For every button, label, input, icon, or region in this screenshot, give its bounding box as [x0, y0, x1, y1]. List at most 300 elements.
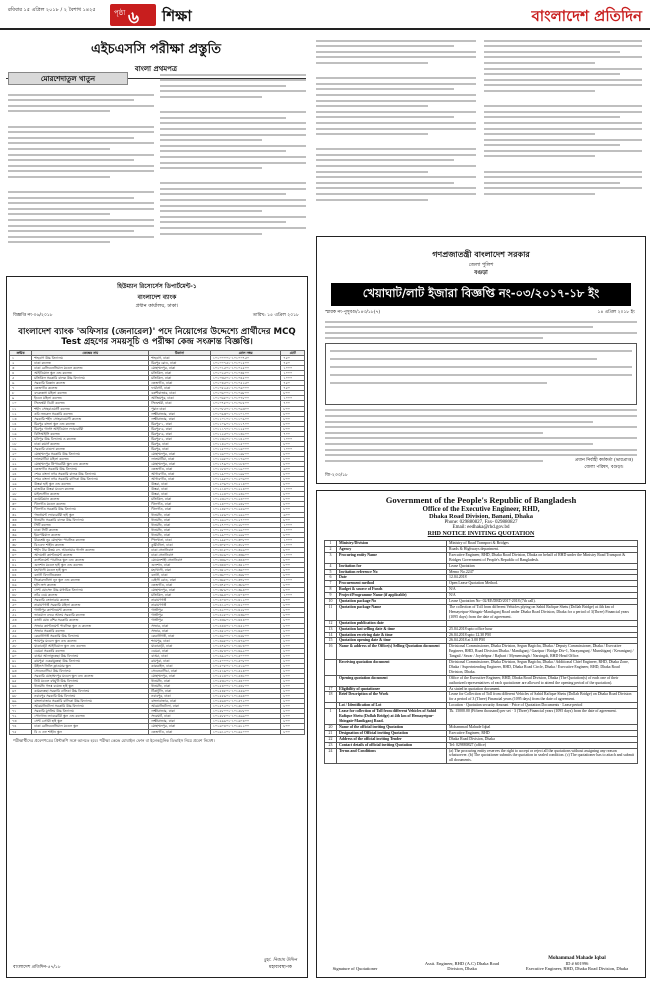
table-header-cell: ক্রমিক [10, 351, 32, 356]
table-cell: ৬৬ [10, 684, 32, 689]
table-cell: ১০১১০৯০১-১০১১১৭০০ [210, 421, 281, 426]
table-cell: Quotation receiving date & time [337, 632, 447, 638]
table-cell: মোহাম্মদপুর, ঢাকা [149, 588, 211, 593]
table-cell: ৫২ [10, 613, 32, 618]
table-cell: ১৮ [10, 441, 32, 446]
table-cell: ধানমন্ডি, ঢাকা [149, 512, 211, 517]
bank-signature-name: মুহা. নিজাম উদ্দিন [263, 958, 297, 963]
table-cell: ৮০০ [281, 679, 305, 684]
table-cell: ঢাকা সিটি কলেজ [32, 527, 149, 532]
table-cell: ১৭ [10, 436, 32, 441]
bank-notice-ref: বিজ্ঞপ্তি নং-০৬/২০১৮ [13, 313, 53, 318]
table-cell: মিরপুর-৬, ঢাকা [149, 431, 211, 436]
table-row [325, 675, 638, 686]
table-cell: ৫৬ [10, 633, 32, 638]
table-cell: ৪০ [10, 552, 32, 557]
table-cell: মাইলস্টোন কলেজ [32, 492, 149, 497]
table-cell: Name of the official inviting Quotation [337, 724, 447, 730]
table-cell: Office of the Executive Engineer, RHD, Dhaka Road Division, Dhaka (The Quotation(s) of each one of their authorized representatives of each quotationer are allowed to attend the opening period of the quotation). [447, 675, 638, 686]
table-cell: ৮০০ [281, 557, 305, 562]
table-cell: মিরপুর-১, ঢাকা [149, 421, 211, 426]
table-cell: মিরপুর রোড, ঢাকা [149, 361, 211, 366]
table-cell: ১০১০২৫০১-১০১০৩৫০০ [210, 371, 281, 376]
bank-notice-title: বাংলাদেশ ব্যাংক 'অফিসার (জেনারেল)' পদে নিয়োগের উদ্দেশ্যে প্রার্থীদের MCQ Test গ্রহণের সময়সূচি ও পরীক্ষা কেন্দ্র সংক্রান্ত বিজ্ঞপ্তি। [18, 327, 296, 347]
table-cell: ৬৭ [10, 689, 32, 694]
table-cell: সাভার, ঢাকা [149, 623, 211, 628]
table-cell: ১০১৩০৮০১-১০১৩১৮০০ [210, 542, 281, 547]
table-cell: ৮০০ [281, 643, 305, 648]
table-cell: মোহাম্মদপুর, ঢাকা [149, 451, 211, 456]
table-cell: ৩৭ [10, 537, 32, 542]
table-cell: আরমানিটোলা সরকারি উচ্চ বিদ্যালয় [32, 704, 149, 709]
table-cell: বিসিআইসি কলেজ [32, 431, 149, 436]
table-cell: Quotation last selling date & time [337, 626, 447, 632]
table-cell: ইডেন মহিলা কলেজ [32, 396, 149, 401]
table-cell: ১০১৩২৬০১-১০১৩৩৬০০ [210, 552, 281, 557]
rhd-signature-id: ID # 601996 [565, 961, 589, 966]
table-cell: ৮০০ [281, 532, 305, 537]
table-cell: ৮০০ [281, 416, 305, 421]
table-cell: ৭৫ [10, 729, 32, 734]
table-cell: গভর্নমেন্ট ল্যাবরেটরী হাই স্কুল [32, 512, 149, 517]
table-cell: ১০ [10, 401, 32, 406]
table-cell: 8 [325, 587, 337, 593]
table-cell: ৩ [10, 366, 32, 371]
table-cell: ১০০০ [281, 396, 305, 401]
table-cell: ৮০০ [281, 583, 305, 588]
table-cell: মতিঝিল, ঢাকা [149, 593, 211, 598]
table-cell: 16 [325, 644, 337, 660]
table-cell: কামরুন্নেছা সরকারি বালিকা উচ্চ বিদ্যালয় [32, 689, 149, 694]
table-cell: উত্তরা হাই স্কুল এন্ড কলেজ [32, 482, 149, 487]
bogura-lease-table [325, 343, 637, 405]
table-cell: খিলগাঁও মডেল কলেজ [32, 502, 149, 507]
table-cell: ধানমন্ডি, ঢাকা [149, 684, 211, 689]
table-cell: ১০১৩৬৮০১-১০১৩৭৮০০ [210, 578, 281, 583]
table-cell: ২৯ [10, 497, 32, 502]
table-cell: ১০১৪০৪০১-১০১৪১২০০ [210, 598, 281, 603]
table-cell: ১৯ [10, 446, 32, 451]
table-cell: Project/Programme Name (if applicable) [337, 593, 447, 599]
page-number: ৬ [128, 8, 140, 28]
table-cell: বনানী, ঢাকা [149, 573, 211, 578]
table-cell: ১ [10, 356, 32, 361]
table-cell: ডেমরা, ঢাকা [149, 648, 211, 653]
table-cell: ২৭ [10, 487, 32, 492]
table-cell: Ministry of Road Transport & Bridges [447, 541, 638, 547]
table-cell: ২৪ [10, 472, 32, 477]
table-cell: Eligibility of quotationer [337, 686, 447, 692]
table-cell: ৪৫ [10, 578, 32, 583]
bogura-signature-office: জেলা পরিষদ, বগুড়া। [584, 465, 624, 470]
table-cell: মোহাম্মদপুর, ঢাকা [149, 724, 211, 729]
table-cell: নবাবপুর সরকারি উচ্চ বিদ্যালয় [32, 694, 149, 699]
bogura-office: জেলা পুলিশ [468, 262, 494, 268]
table-cell: ১০১০৬৮০১-১০১০৭৮০০ [210, 396, 281, 401]
table-cell: ১০১২১৪০১-১০১২২৪০০ [210, 487, 281, 492]
table-cell: (a) The procuring entity reserves the right to accept or reject all the quotations without assigning any reason whatsoever. (b) The quotationer submits the quotation in sealed condition. (c) The quotationer has to attach and submit all documents. [447, 748, 638, 764]
table-cell: লালমাটিয়া মহিলা কলেজ [32, 456, 149, 461]
bogura-signature [575, 457, 633, 471]
table-cell: ৬ [10, 381, 32, 386]
table-cell: সদরঘাট, ঢাকা [149, 714, 211, 719]
table-cell: ৮০০ [281, 517, 305, 522]
table-cell: ৮০০ [281, 451, 305, 456]
table-cell: ৬২ [10, 663, 32, 668]
table-cell: ৮০০ [281, 502, 305, 507]
table-cell: ২২ [10, 462, 32, 467]
table-cell: ১০১৫২৪০১-১০১৫৩২০০ [210, 674, 281, 679]
table-cell: ভাওয়াল বদরে আলম সরকারি কলেজ [32, 613, 149, 618]
table-cell: লক্ষ্মীবাজার, ঢাকা [149, 719, 211, 724]
table-cell: ২০ [10, 451, 32, 456]
table-cell: ১০১০০০০১-১০১০০৭৫০ [210, 356, 281, 361]
table-cell: 23 [325, 742, 337, 748]
table-cell: ১৪ [10, 421, 32, 426]
article-column-1 [8, 90, 154, 270]
bank-department: হিউম্যান রিসোর্সেস ডিপার্টমেন্ট-১ [117, 283, 197, 290]
table-cell: ১০১২৪০০১-১০১২৪৮০০ [210, 502, 281, 507]
table-cell: ২৫ [10, 477, 32, 482]
table-cell: 14 [325, 632, 337, 638]
table-cell: ১০১২৭০০১-১০১২৮০০০ [210, 522, 281, 527]
table-cell: মতিঝিল, ঢাকা [149, 376, 211, 381]
table-cell: মহাখালী মডেল হাই স্কুল [32, 568, 149, 573]
table-cell: ৮০০ [281, 411, 305, 416]
table-cell: মিরপুর-৬, ঢাকা [149, 426, 211, 431]
table-cell: ৮০০ [281, 704, 305, 709]
table-cell: হলি ক্রস কলেজ [32, 583, 149, 588]
table-cell: ৩৫ [10, 527, 32, 532]
table-cell: Date [337, 575, 447, 581]
rhd-gov: Government of the People's Republic of Bangladesh [385, 495, 577, 505]
table-cell: ১০১৫৪৮০১-১০১৫৫৬০০ [210, 689, 281, 694]
table-cell: ৮০০ [281, 426, 305, 431]
table-cell: আগারগাঁও, ঢাকা [149, 477, 211, 482]
table-cell: ৮০০ [281, 598, 305, 603]
table-cell: ৭৫০ [281, 386, 305, 391]
table-cell: কাকরাইল, ঢাকা [149, 663, 211, 668]
table-cell: 22 [325, 736, 337, 742]
table-cell: আইডিয়াল স্কুল এন্ড কলেজ [32, 371, 149, 376]
table-cell: ৮০০ [281, 689, 305, 694]
table-cell: পুরান ঢাকা [149, 406, 211, 411]
table-cell: ১০১৩১৮০১-১০১৩২৬০০ [210, 547, 281, 552]
table-cell: ৪১ [10, 557, 32, 562]
table-cell: ১০১৪৭৬০১-১০১৪৮৪০০ [210, 643, 281, 648]
table-cell: ৪৩ [10, 568, 32, 573]
rhd-signature-name: Mohammad Mahade Iqbal [548, 956, 606, 961]
table-cell: সরকারি মুসলিম উচ্চ বিদ্যালয় [32, 709, 149, 714]
table-cell: ৮০০ [281, 628, 305, 633]
table-cell: ১০১৪৬৮০১-১০১৪৭৬০০ [210, 638, 281, 643]
teacher-name-box: মোরশেদাতুল খাতুন [8, 72, 128, 85]
table-cell: Receiving quotation document [337, 660, 447, 676]
table-cell: ১০১৪৩৬০১-১০১৪৪৪০০ [210, 618, 281, 623]
table-cell: কুর্মিটোলা, ঢাকা [149, 542, 211, 547]
table-cell: মোহাম্মদপুর, ঢাকা [149, 366, 211, 371]
table-cell: ১০১০৭৮০১-১০১০৮৫০০ [210, 401, 281, 406]
table-cell: ক্যামব্রিয়ান কলেজ [32, 497, 149, 502]
table-cell: Procuring entity Name [337, 552, 447, 563]
table-cell: ১০১২৫৬০১-১০১২৬২০০ [210, 512, 281, 517]
table-cell: ১০১১৪২০১-১০১১৫০০০ [210, 441, 281, 446]
article-column-3 [316, 36, 476, 232]
table-cell: গাজীপুর [149, 618, 211, 623]
table-cell: Lot / Identification of Lot [337, 703, 447, 709]
table-cell: ১০১৫১৬০১-১০১৫২৪০০ [210, 668, 281, 673]
table-cell: তেজগাঁও, ঢাকা [149, 381, 211, 386]
table-cell: The collection of Toll from different Vehicles plying on Sahid Rafique Shetu (Dollah Bridge) at 4th km of Hemayetpur-Shingair-Manikganj Road under Dhaka Road Division, Dhaka for a period of 3(Three) Financial years (1095 days) from the date of agreement. [447, 604, 638, 620]
table-cell: ৩৬ [10, 532, 32, 537]
table-cell: ঢাকা সেনানিবাস [149, 547, 211, 552]
table-cell: মতিঝিল সরকারি বালক উচ্চ বিদ্যালয় [32, 376, 149, 381]
table-cell: 4 [325, 563, 337, 569]
table-cell: গাজীপুর [149, 608, 211, 613]
table-cell: তেজগাঁও, ঢাকা [149, 729, 211, 734]
table-cell: ৭৫০ [281, 361, 305, 366]
table-cell: ৮০০ [281, 668, 305, 673]
table-cell: ৭০ [10, 704, 32, 709]
table-cell: ৬০০ [281, 512, 305, 517]
table-cell: ৬৮ [10, 694, 32, 699]
table-cell: ৮ [10, 391, 32, 396]
table-cell: ধানমন্ডি, ঢাকা [149, 522, 211, 527]
table-cell: গুলশান, ঢাকা [149, 562, 211, 567]
table-cell: ৫০ [10, 603, 32, 608]
table-cell: ৬৫ [10, 679, 32, 684]
table-cell: সাভার ক্যান্টনমেন্ট পাবলিক স্কুল ও কলেজ [32, 623, 149, 628]
table-cell: সেগুনবাগিচা, ঢাকা [149, 668, 211, 673]
table-cell: ৮০০ [281, 472, 305, 477]
table-cell: Memo No.2247 [447, 569, 638, 575]
table-cell: ৮০০ [281, 699, 305, 704]
table-cell: ১০১১৬৮০১-১০১১৭৬০০ [210, 456, 281, 461]
table-cell: বাংলাবাজার সরকারি বালিকা উচ্চ বিদ্যালয় [32, 699, 149, 704]
table-cell: ৮০০ [281, 663, 305, 668]
bangladesh-bank-notice [6, 276, 308, 978]
table-cell: ১০১৫৪০০১-১০১৫৪৮০০ [210, 684, 281, 689]
table-cell: ইমপেরিয়াল কলেজ [32, 532, 149, 537]
table-cell: ৭ [10, 386, 32, 391]
table-cell: ১০০০ [281, 542, 305, 547]
table-cell: ৮০০ [281, 406, 305, 411]
table-cell: লক্ষ্মীবাজার, ঢাকা [149, 709, 211, 714]
table-cell: ১০১২৩২০১-১০১২৪০০০ [210, 497, 281, 502]
table-cell: ১০১০৮৫০১-১০১০৯৩০০ [210, 406, 281, 411]
table-cell: Tel: 029880827 (office) [447, 742, 638, 748]
table-cell: ৩৪ [10, 522, 32, 527]
rhd-asst-engineer-signature: Asstt. Engineer, RHD (A.C) Dhaka Road Division, Dhaka [424, 961, 500, 971]
bank-signature-block [264, 957, 297, 971]
table-cell: ১০১৬০৪০১-১০১৬১২০০ [210, 724, 281, 729]
table-cell: ৫ [10, 376, 32, 381]
table-cell: 26.04.2018 at 3.00 PM [447, 638, 638, 644]
table-cell: রাজউক উত্তরা মডেল কলেজ [32, 487, 149, 492]
table-cell: তেজগাঁও সরকারি উচ্চ বিদ্যালয় [32, 467, 149, 472]
table-cell: Contact details of official inviting Quotation [337, 742, 447, 748]
table-cell: ১০১০০৭৫১-১০১০১৫০০ [210, 361, 281, 366]
table-cell: ১০১৪২০০১-১০১৪২৮০০ [210, 608, 281, 613]
table-cell: সরকারি তোলারাম কলেজ [32, 598, 149, 603]
rhd-notice-title: RHD NOTICE INVITING QUOTATION [427, 531, 535, 537]
table-cell: 25.04.2018 upto office hour [447, 626, 638, 632]
bank-notice-date: তারিখ: ১৫ এপ্রিল ২০১৮ [252, 313, 299, 318]
table-header-cell: ঠিকানা [149, 351, 211, 356]
table-cell: ৮০০ [281, 441, 305, 446]
table-cell: মতিঝিল, ঢাকা [149, 371, 211, 376]
table-cell: যাত্রাবাড়ী আইডিয়াল স্কুল এন্ড কলেজ [32, 643, 149, 648]
table-cell: 11 [325, 604, 337, 620]
table-cell: ৫৮ [10, 643, 32, 648]
table-row [325, 660, 638, 676]
table-cell: শাহবাগ উচ্চ বিদ্যালয় [32, 356, 149, 361]
table-cell: ঢাকা কমার্স কলেজ [32, 441, 149, 446]
table-cell: ২৩ [10, 467, 32, 472]
bogura-ref: জি-২৩৩/১৮ [325, 473, 348, 478]
brand-logo: বাংলাদেশ প্রতিদিন [531, 7, 642, 25]
table-cell: 12.04.2018 [447, 575, 638, 581]
table-cell: সিদ্ধেশ্বরী, ঢাকা [149, 401, 211, 406]
table-cell: ৮০০ [281, 603, 305, 608]
table-row [325, 644, 638, 660]
table-cell: সরকারি বিজ্ঞান কলেজ [32, 381, 149, 386]
table-cell: লালমাটিয়া, ঢাকা [149, 456, 211, 461]
table-cell: আগারগাঁও, ঢাকা [149, 472, 211, 477]
table-cell: ৮০০ [281, 653, 305, 658]
table-cell: ১০১৫০৮০১-১০১৫১৬০০ [210, 663, 281, 668]
table-cell: ১০১৩৮৬০১-১০১৩৯৪০০ [210, 588, 281, 593]
table-cell: ৫৪ [10, 623, 32, 628]
table-cell: বাংলাবাজার, ঢাকা [149, 699, 211, 704]
table-cell: বি এ এফ শাহীন স্কুল [32, 729, 149, 734]
table-cell: ৮০০ [281, 724, 305, 729]
table-cell: বদরুন্নেসা মহিলা কলেজ [32, 391, 149, 396]
table-cell: ৮০০ [281, 568, 305, 573]
table-cell: ৮০০ [281, 608, 305, 613]
table-cell: Lease Quotation [447, 563, 638, 569]
table-cell: 26.04.2018 upto 12.30 PM [447, 632, 638, 638]
table-cell: ১০০০ [281, 552, 305, 557]
table-cell: Agency [337, 546, 447, 552]
table-cell: ৪২ [10, 562, 32, 567]
table-cell: ১০১৬১২০১-১০১৬২০০০ [210, 729, 281, 734]
table-cell: 3 [325, 552, 337, 563]
table-cell: ৮০০ [281, 421, 305, 426]
table-cell: ৮০০ [281, 613, 305, 618]
exam-centre-table [9, 350, 305, 735]
table-cell: ২১ [10, 456, 32, 461]
article-title: এইচএসসি পরীক্ষা প্রস্তুতি [90, 42, 222, 57]
table-cell: সেগুনবাগিচা উচ্চ বিদ্যালয় [32, 668, 149, 673]
table-cell: রামপুরা, ঢাকা [149, 658, 211, 663]
table-cell: ২৬ [10, 482, 32, 487]
table-row [325, 709, 638, 725]
table-cell: লক্ষ্মীবাজার, ঢাকা [149, 416, 211, 421]
table-cell: Terms and Conditions [337, 748, 447, 764]
table-cell: ৮০০ [281, 623, 305, 628]
table-cell: শহীদ বীর উত্তম লে. আনোয়ার গার্লস কলেজ [32, 547, 149, 552]
table-cell: উইলস লিটল ফ্লাওয়ার স্কুল [32, 663, 149, 668]
table-cell: ১০১৪১২০১-১০১৪২০০০ [210, 603, 281, 608]
table-cell: ৮০০ [281, 482, 305, 487]
table-cell: আজিমপুর, ঢাকা [149, 396, 211, 401]
table-cell: ১০১১৬০০১-১০১১৬৮০০ [210, 451, 281, 456]
table-cell: ৮০০ [281, 719, 305, 724]
table-cell: 18 [325, 692, 337, 703]
page-number-box [110, 4, 156, 26]
table-cell: নিউ মডেল বহুমুখী উচ্চ বিদ্যালয় [32, 679, 149, 684]
table-cell: সাভার, ঢাকা [149, 628, 211, 633]
issue-date: রবিবার ১৫ এপ্রিল ২০১৮ / ২ বৈশাখ ১৪২৫ [8, 7, 96, 13]
table-cell: পোগোজ ল্যাবরেটরী স্কুল এন্ড কলেজ [32, 714, 149, 719]
table-cell: ১০১৪৬০০১-১০১৪৬৮০০ [210, 633, 281, 638]
table-cell: Budget & source of Funds [337, 587, 447, 593]
table-cell: ১০১৫৯৬০১-১০১৬০৪০০ [210, 719, 281, 724]
table-cell: ৫৫ [10, 628, 32, 633]
table-cell: ১০১৩৯৪০১-১০১৪০৪০০ [210, 593, 281, 598]
table-cell: ৮০০ [281, 674, 305, 679]
table-cell: ১০১২৮০০১-১০১২৯০০০ [210, 527, 281, 532]
table-cell: ধানমন্ডি, ঢাকা [149, 532, 211, 537]
table-cell: বনানী বিদ্যানিকেতন [32, 573, 149, 578]
table-cell: Procurement method [337, 581, 447, 587]
table-cell: ১০১৩৭৮০১-১০১৩৮৬০০ [210, 583, 281, 588]
table-cell: ৮০০ [281, 709, 305, 714]
rhd-quotation-notice [316, 490, 646, 978]
table-cell: মতিঝিল, ঢাকা [149, 497, 211, 502]
table-cell: ৩৯ [10, 547, 32, 552]
table-cell: ৩৮ [10, 542, 32, 547]
table-cell: গাজীপুর ক্যান্টনমেন্ট কলেজ [32, 608, 149, 613]
table-cell: Invitation for [337, 563, 447, 569]
table-cell: নারায়ণগঞ্জ [149, 603, 211, 608]
bank-office: প্রধান কার্যালয়, ঢাকা। [135, 303, 179, 309]
table-cell: ১০১৩৬০০১-১০১৩৬৮০০ [210, 573, 281, 578]
table-cell: ১৬ [10, 431, 32, 436]
table-cell: As stated in quotation document. [447, 686, 638, 692]
table-cell: কেরানীগঞ্জ, ঢাকা [149, 633, 211, 638]
rhd-signature-title: Executive Engineer, RHD, Dhaka Road Division, Dhaka [525, 966, 629, 971]
table-cell: ১০০০ [281, 487, 305, 492]
table-cell: ঢাকা রেসিডেনসিয়াল মডেল কলেজ [32, 366, 149, 371]
table-cell: Executive Engineer, RHD [447, 730, 638, 736]
table-cell: ধানমন্ডি, ঢাকা [149, 679, 211, 684]
table-cell: Divisional Commissioner, Dhaka Division, Segun Bagicha, Dhaka / Additional Chief Engineer, RHD, Dhaka Zone, Dhaka / Superintending Engineer, RHD, Dhaka Road Circle, Dhaka / Executive Engineer, RHD, Dhaka Road Division, Dhaka. [447, 660, 638, 676]
table-cell: ঢাকা রেসিডেনসিয়াল মডেল স্কুল [32, 724, 149, 729]
table-cell: Location · Quotation security Amount · Price of Quotation Documents · Lease period [447, 703, 638, 709]
table-cell: মোহাম্মদপুর, ঢাকা [149, 462, 211, 467]
bank-ref-note: বাংলাদেশ প্রতিদিন-৫৭/১৮ [13, 965, 61, 970]
table-cell [325, 675, 337, 686]
table-cell: ১০১১০১০১-১০১১০৯০০ [210, 416, 281, 421]
table-cell: নবাবপুর, ঢাকা [149, 694, 211, 699]
table-cell: ১০১৫৩২০১-১০১৫৪০০০ [210, 679, 281, 684]
table-cell: ৮০০ [281, 618, 305, 623]
table-cell: খিলগাঁও, ঢাকা [149, 507, 211, 512]
table-cell: ৬৯ [10, 699, 32, 704]
table-cell: বকশীবাজার, ঢাকা [149, 391, 211, 396]
table-cell: Mohammad Mahade Iqbal [447, 724, 638, 730]
bogura-lease-notice [316, 236, 646, 484]
table-cell: ৩১ [10, 507, 32, 512]
page-label: পৃষ্ঠা [114, 9, 126, 17]
table-cell: 10 [325, 599, 337, 605]
table-cell: ডেমরা সরকারি কলেজ [32, 648, 149, 653]
table-cell: পিলখানা, ঢাকা [149, 537, 211, 542]
table-cell: শহীদ সোহরাওয়ার্দী কলেজ [32, 406, 149, 411]
table-cell: ১০০০ [281, 376, 305, 381]
